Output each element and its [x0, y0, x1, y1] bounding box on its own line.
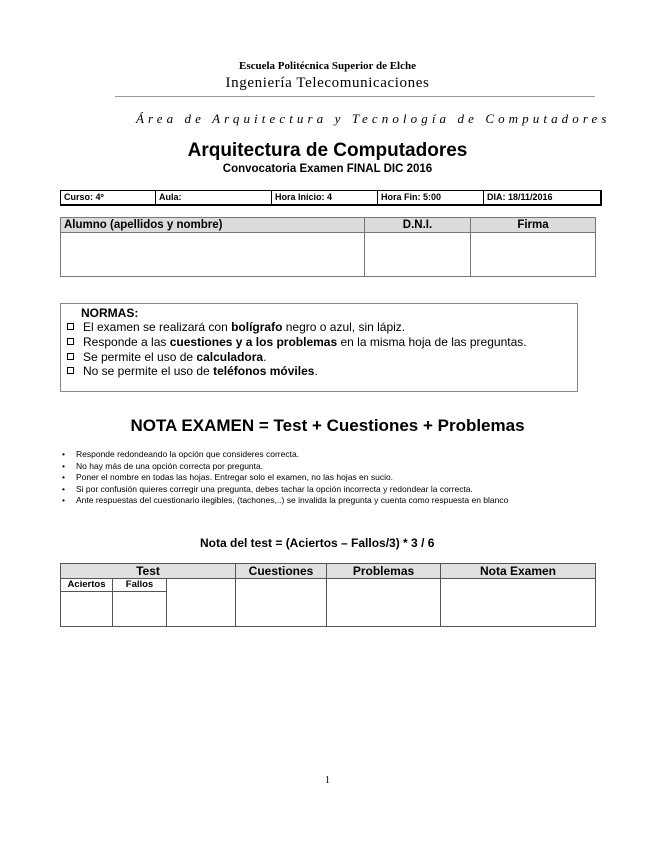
list-item: • No hay más de una opción correcta por pregunta.	[62, 461, 602, 473]
col-fallos: Fallos	[113, 579, 167, 592]
alumno-field[interactable]	[61, 233, 365, 277]
checkbox-icon	[67, 338, 74, 345]
info-hora-inicio: Hora Inicio: 4	[272, 191, 378, 205]
rules-heading: NORMAS:	[81, 306, 139, 320]
rules-box	[60, 303, 578, 392]
info-hora-fin: Hora Fin: 5:00	[378, 191, 484, 205]
info-aula: Aula:	[156, 191, 272, 205]
col-cuestiones: Cuestiones	[236, 564, 327, 579]
firma-field[interactable]	[471, 233, 596, 277]
col-aciertos: Aciertos	[61, 579, 113, 592]
col-nota-examen: Nota Examen	[441, 564, 596, 579]
aciertos-cell[interactable]	[61, 592, 113, 627]
problemas-score-cell[interactable]	[327, 579, 441, 627]
page-number: 1	[325, 775, 330, 786]
school-name: Escuela Politécnica Superior de Elche	[238, 60, 416, 72]
rule-item: Se permite el uso de calculadora.	[67, 350, 577, 365]
student-table	[60, 217, 596, 277]
rule-item: Responde a las cuestiones y a los problemas en la misma hoja de las preguntas.	[67, 335, 577, 350]
checkbox-icon	[67, 367, 74, 374]
col-alumno: Alumno (apellidos y nombre)	[61, 218, 365, 233]
col-test: Test	[61, 564, 236, 579]
header-divider	[115, 96, 595, 97]
checkbox-icon	[67, 323, 74, 330]
test-formula: Nota del test = (Aciertos – Fallos/3) * 3 / 6	[200, 536, 435, 550]
instructions-list	[62, 449, 602, 507]
fallos-cell[interactable]	[113, 592, 167, 627]
cuestiones-score-cell[interactable]	[236, 579, 327, 627]
exam-info-table	[60, 190, 602, 206]
list-item: • Si por confusión quieres corregir una pregunta, debes tachar la opción incorrecta y redondear la correcta.	[62, 484, 602, 496]
grade-formula-heading: NOTA EXAMEN = Test + Cuestiones + Problemas	[130, 416, 525, 435]
rule-item: El examen se realizará con bolígrafo negro o azul, sin lápiz.	[67, 320, 577, 335]
page-title: Arquitectura de Computadores	[187, 140, 468, 161]
info-dia: DIA: 18/11/2016	[484, 191, 602, 205]
col-problemas: Problemas	[327, 564, 441, 579]
exam-subtitle: Convocatoria Examen FINAL DIC 2016	[222, 163, 433, 175]
list-item: • Responde redondeando la opción que consideres correcta.	[62, 449, 602, 461]
col-dni: D.N.I.	[365, 218, 471, 233]
list-item: • Ante respuestas del cuestionario ilegibles, (tachones,..) se invalida la pregunta y cuenta como respuesta en blanco	[62, 495, 602, 507]
list-item: • Poner el nombre en todas las hojas. Entregar solo el examen, no las hojas en sucio.	[62, 472, 602, 484]
degree-name: Ingeniería Telecomunicaciones	[225, 75, 430, 91]
test-score-cell[interactable]	[167, 579, 236, 627]
department-area: Área de Arquitectura y Tecnología de Computadores	[136, 111, 611, 126]
nota-examen-cell[interactable]	[441, 579, 596, 627]
checkbox-icon	[67, 353, 74, 360]
info-curso: Curso: 4º	[61, 191, 156, 205]
col-firma: Firma	[471, 218, 596, 233]
dni-field[interactable]	[365, 233, 471, 277]
grades-table	[60, 563, 596, 627]
rule-item: No se permite el uso de teléfonos móviles.	[67, 364, 577, 379]
